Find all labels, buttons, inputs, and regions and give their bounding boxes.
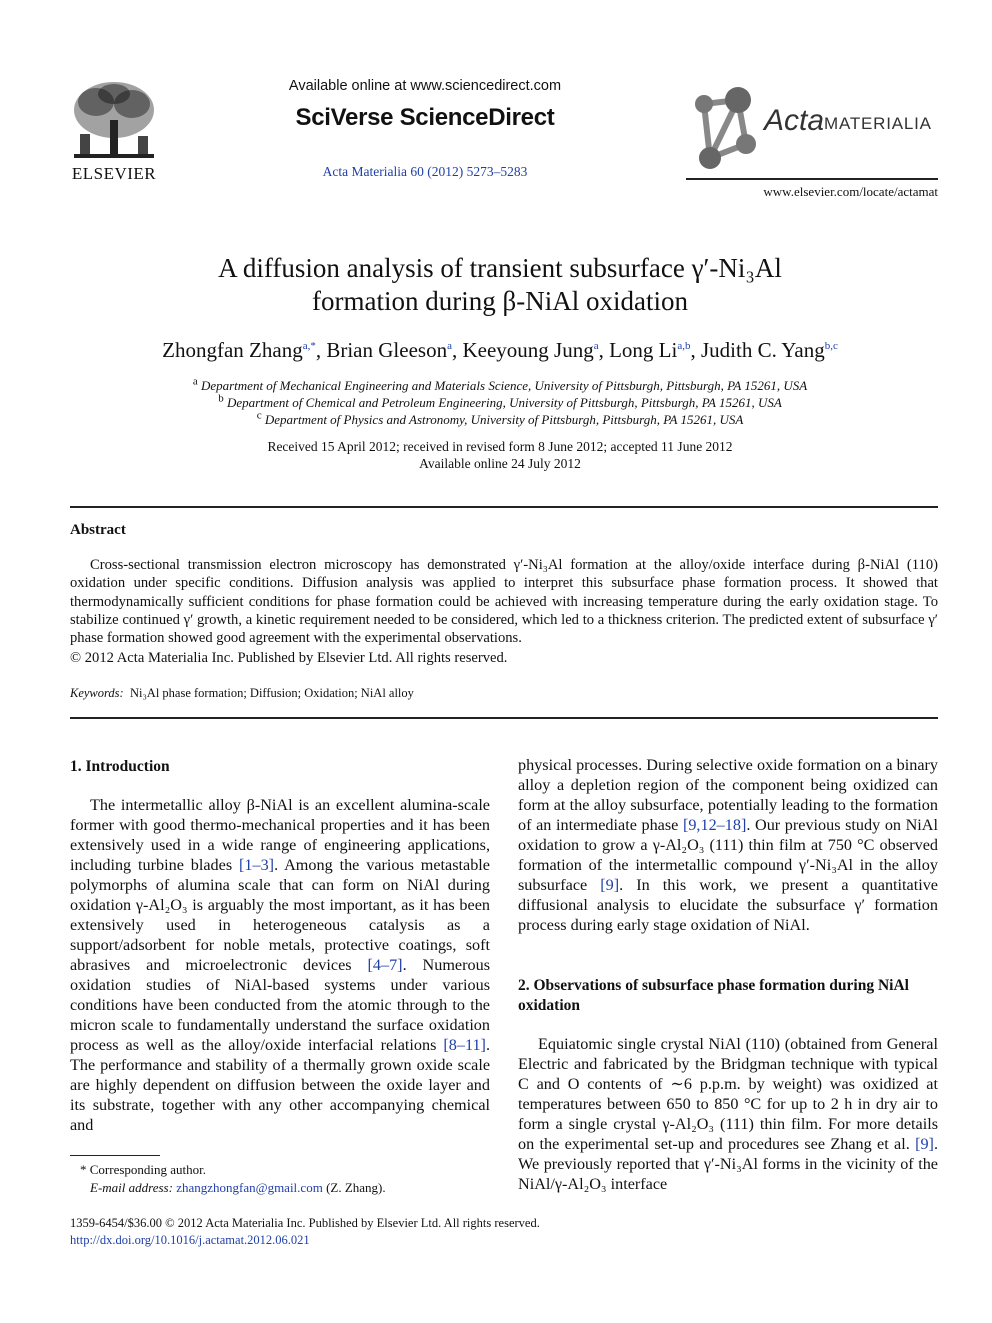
doi-link[interactable]: http://dx.doi.org/10.1016/j.actamat.2012.06.021 (70, 1233, 310, 1247)
section-2-heading: 2. Observations of subsurface phase formation during NiAl oxidation (518, 977, 909, 1014)
elsevier-tree-icon (62, 76, 166, 164)
platform-name: SciVerse ScienceDirect (295, 104, 555, 131)
article-dates (60, 438, 940, 472)
elsevier-wordmark: ELSEVIER (71, 164, 157, 183)
email-owner: (Z. Zhang). (326, 1180, 386, 1195)
acta-wordmark: Acta (764, 104, 825, 137)
abstract-top-rule (70, 506, 938, 508)
email-link[interactable]: zhangzhongfan@gmail.com (176, 1180, 323, 1195)
available-date: Available online 24 July 2012 (419, 456, 581, 471)
abstract-heading: Abstract (70, 522, 126, 538)
citation-link[interactable]: [1–3] (239, 856, 275, 874)
intro-paragraph: The intermetallic alloy β-NiAl is an excellent alumina-scale former with good thermo-mechanical properties and it has been extensively used in a wide range of engineering applications, including turbine blades [1–3]. Among the various metastable polymorphs of alumina scale that can form on NiAl during oxidation γ-Al₂O₃ is arguably the most important, as it has been extensively used in heterogeneous catalysis as a support/adsorbent for noble metals, protective coatings, soft abrasives and microelectronic devices [4–7]. Numerous oxidation studies of NiAl-based systems under various conditions have been conducted from the atomic through to the micron scale to fundamentally understand the surface oxidation process as well as the alloy/oxide interfacial relations [8–11]. The performance and stability of a thermally grown oxide scale are highly dependent on diffusion between the oxide layer and its substrate, together with any other accompanying chemical and (70, 796, 490, 1134)
author[interactable]: Judith C. Yang$^{b,c}$ (700, 338, 838, 362)
citation-link[interactable]: [9] (915, 1135, 934, 1153)
citation-link[interactable]: [9] (600, 876, 620, 894)
abstract-text: Cross-sectional transmission electron microscopy has demonstrated γ′-Ni₃Al formation at the alloy/oxide interface during β-NiAl (110) oxidation under specific conditions. Diffusion analysis was applied to interpret this subsurface phase formation process. It showed that thermodynamically sufficient conditions for phase formation could be achieved with increasing temperature during the early oxidation stage. To stabilize continued γ′ growth, a kinetic requirement needed to be considered, which led to a thickness criterion. The predicted extent of subsurface γ′ phase formation showed good agreement with the experimental observations. (70, 557, 938, 647)
intro-heading: 1. Introduction (70, 758, 170, 775)
molecule-icon (686, 78, 776, 178)
received-dates: Received 15 April 2012; received in revised form 8 June 2012; accepted 11 June 2012 (267, 439, 733, 454)
body-top-rule (70, 717, 938, 719)
author[interactable]: Brian Gleeson$^a$, (326, 338, 463, 362)
citation-link[interactable]: [8–11] (443, 1036, 486, 1054)
page-footer (70, 1215, 540, 1249)
author[interactable]: Zhongfan Zhang$^{a,*}$, (162, 338, 327, 362)
keywords-label: Keywords: (70, 686, 124, 700)
issn-copyright: 1359-6454/$36.00 © 2012 Acta Materialia Inc. Published by Elsevier Ltd. All rights reserved. (70, 1216, 540, 1230)
journal-url[interactable]: www.elsevier.com/locate/actamat (763, 184, 938, 199)
footnote (70, 1161, 490, 1197)
affiliation: $^a$ Department of Mechanical Engineering and Materials Science, University of Pittsburgh, Pittsburgh, PA 15261, USA (192, 375, 808, 393)
abstract-copyright: © 2012 Acta Materialia Inc. Published by Elsevier Ltd. All rights reserved. (70, 650, 508, 666)
title-line-2: formation during β-NiAl oxidation (312, 286, 688, 316)
available-online: Available online at www.sciencedirect.com (288, 78, 562, 94)
section-2-paragraph: Equiatomic single crystal NiAl (110) (obtained from General Electric and fabricated by the Bridgman technique with typical C and O contents of ∼6 p.p.m. by weight) was oxidized at temperatures between 650 to 850 °C for up to 2 h in dry air to form a single crystal γ-Al₂O₃ (111) thin film. For more details on the experimental set-up and procedures see Zhang et al. [9]. We previously reported that γ′-Ni₃Al forms in the vicinity of the NiAl/γ-Al₂O₃ interface (518, 1035, 938, 1193)
footnote-label: Corresponding author. (89, 1162, 207, 1177)
acta-materialia-logo (686, 78, 938, 178)
elsevier-logo (62, 76, 166, 182)
title-line-1: A diffusion analysis of transient subsurface γ′-Ni₃Al (218, 253, 782, 283)
footnote-rule (70, 1155, 160, 1156)
keywords-list: Ni₃Al phase formation; Diffusion; Oxidation; NiAl alloy (129, 686, 414, 700)
affiliation: $^b$ Department of Chemical and Petroleum Engineering, University of Pittsburgh, Pittsburgh, PA 15261, USA (218, 392, 782, 410)
journal-citation[interactable]: Acta Materialia 60 (2012) 5273–5283 (322, 164, 528, 179)
author[interactable]: Keeyoung Jung$^a$, (462, 338, 610, 362)
footnote-mark: * (80, 1162, 87, 1177)
email-label: E-mail address: (90, 1180, 173, 1195)
article-title (60, 252, 940, 318)
citation-link[interactable]: [4–7] (367, 956, 403, 974)
affiliations (60, 377, 940, 428)
materialia-wordmark: MATERIALIA (824, 114, 932, 133)
keywords (70, 686, 414, 701)
right-column-paragraph: physical processes. During selective oxide formation on a binary alloy a depletion region of the component being oxidized can form at the alloy subsurface, potentially leading to the formation of an intermediate phase [9,12–18]. Our previous study on NiAl oxidation to grow a γ-Al₂O₃ (111) thin film at 750 °C observed formation of the intermetallic compound γ′-Ni₃Al in the alloy subsurface [9]. In this work, we present a quantitative diffusional analysis to elucidate the subsurface γ′ formation process during early stage oxidation of NiAl. (518, 756, 938, 934)
author[interactable]: Long Li$^{a,b}$, (609, 338, 701, 362)
citation-link[interactable]: [9,12–18] (682, 816, 747, 834)
affiliation: $^c$ Department of Physics and Astronomy, University of Pittsburgh, Pittsburgh, PA 15261, USA (256, 409, 744, 427)
author-list (60, 338, 940, 363)
header-rule-right (686, 178, 938, 180)
